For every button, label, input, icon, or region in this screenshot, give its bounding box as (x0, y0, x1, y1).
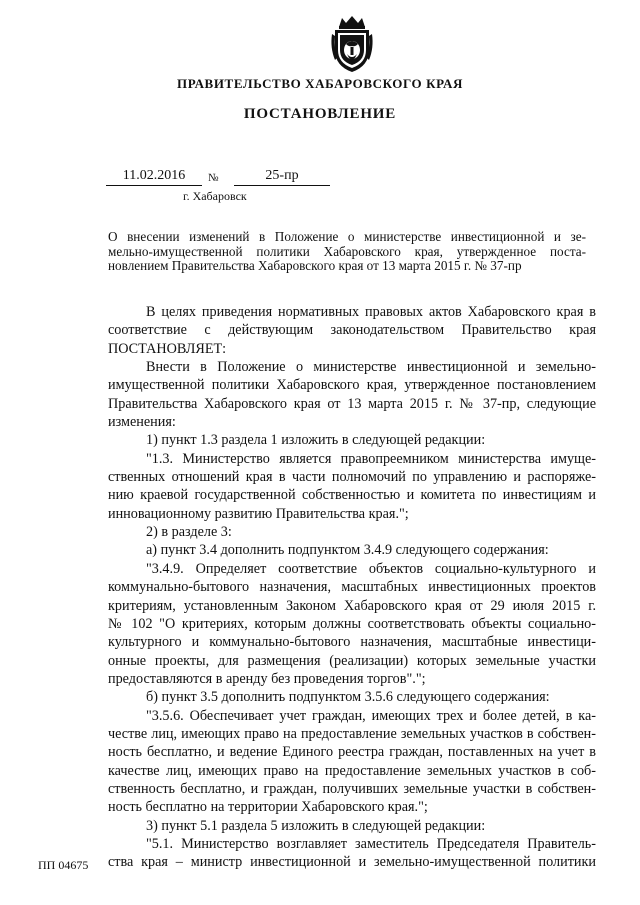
document-number: 25-пр (234, 168, 330, 186)
footer-document-code: ПП 04675 (38, 858, 89, 872)
government-title: ПРАВИТЕЛЬСТВО ХАБАРОВСКОГО КРАЯ (176, 76, 463, 91)
body-line: "3.4.9. Определяет соответствие объектов социально-культурного и (146, 560, 596, 577)
body-line: качестве лиц, имеющих право на предоставление земельных участков в соб- (108, 762, 596, 779)
body-line: изменения: (108, 414, 176, 431)
body-line: честве лиц, имеющих право на предоставление земельных участков в собствен- (108, 725, 596, 742)
body-line: "1.3. Министерство является правопреемником министерства имуще- (146, 450, 596, 467)
body-line: онные проекты, для размещения (реализации) которых земельные участки (108, 652, 596, 669)
document-city: г. Хабаровск (183, 189, 247, 203)
document-body (108, 303, 596, 872)
body-line: соответствие с действующим законодательством Правительство края (108, 322, 596, 339)
subject-line: мельно-имущественной политики Хабаровского края, утвержденное поста- (108, 243, 586, 259)
body-line: нию краевой государственной собственностью и комитета по инвестициям и (108, 487, 596, 504)
body-line: а) пункт 3.4 дополнить подпунктом 3.4.9 следующего содержания: (146, 542, 549, 559)
body-line: ственных отношений края в части полномочий по управлению и распоряже- (108, 469, 596, 486)
number-sign: № (208, 172, 219, 184)
body-line: имущественной политики Хабаровского края, утвержденное постановлением (108, 377, 596, 394)
body-line: В целях приведения нормативных правовых актов Хабаровского края в (146, 304, 596, 320)
document-type-title: ПОСТАНОВЛЕНИЕ (243, 106, 397, 122)
body-line: б) пункт 3.5 дополнить подпунктом 3.5.6 следующего содержания: (146, 689, 550, 706)
document-date: 11.02.2016 (106, 168, 202, 186)
khabarovsk-coat-of-arms-icon (329, 14, 375, 74)
body-line: ность бесплатно на территории Хабаровского края."; (108, 799, 428, 816)
body-line: ства края – министр инвестиционной и земельно-имущественной политики (108, 854, 596, 871)
body-line: Внести в Положение о министерстве инвестиционной и земельно- (146, 359, 596, 376)
body-line: 1) пункт 1.3 раздела 1 изложить в следующей редакции: (146, 432, 486, 449)
subject-line: О внесении изменений в Положение о министерстве инвестиционной и зе- (108, 229, 586, 244)
body-line: коммунально-бытового назначения, масштабных инвестиционных проектов (108, 579, 596, 596)
body-line: критериям, установленным Законом Хабаровского края от 29 июля 2015 г. (108, 597, 596, 614)
body-line: 3) пункт 5.1 раздела 5 изложить в следующей редакции: (146, 817, 486, 834)
body-line: 2) в разделе 3: (146, 524, 232, 541)
subject-line: новлением Правительства Хабаровского края от 13 марта 2015 г. № 37-пр (108, 258, 522, 274)
body-line: "5.1. Министерство возглавляет заместитель Председателя Правитель- (146, 835, 596, 852)
body-line: инновационному развитию Правительства края."; (108, 505, 409, 522)
body-line: культурного и коммунально-бытового назначения, масштабные инвестици- (108, 634, 596, 651)
body-line: № 102 "О критериях, которым должны соответствовать объекты социально- (108, 615, 596, 632)
body-line: ПОСТАНОВЛЯЕТ: (108, 340, 227, 357)
document-subject (108, 230, 586, 274)
body-line: ственность бесплатно, и граждан, получивших земельные участки в собствен- (108, 780, 596, 797)
body-line: ность бесплатно, и ведение Единого реестра граждан, поставленных на учет в (108, 744, 596, 761)
body-line: предоставляются в аренду без проведения торгов"."; (108, 670, 426, 687)
body-line: Правительства Хабаровского края от 13 марта 2015 г. № 37-пр, следующие (108, 395, 596, 412)
body-line: "3.5.6. Обеспечивает учет граждан, имеющих трех и более детей, в ка- (146, 707, 596, 724)
registration-line (106, 168, 330, 190)
